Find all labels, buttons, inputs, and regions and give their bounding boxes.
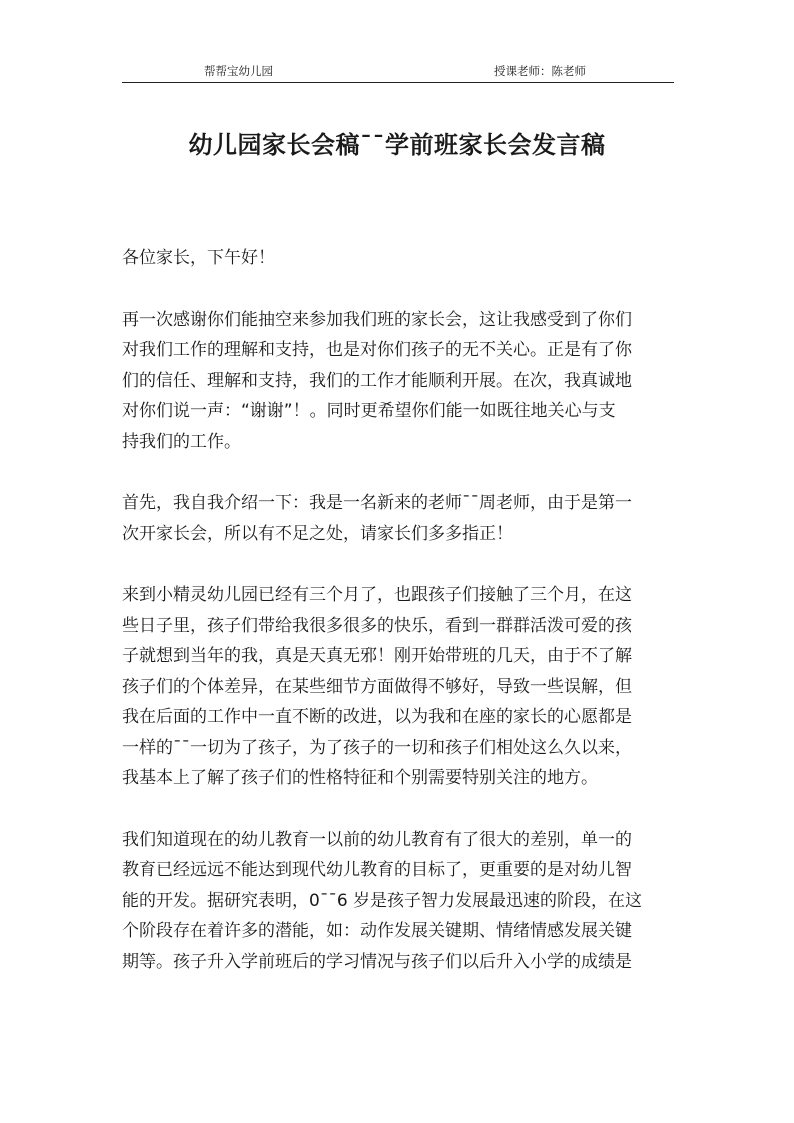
page-header	[122, 62, 674, 83]
text-line: 期等。孩子升入学前班后的学习情况与孩子们以后升入小学的成绩是	[122, 951, 632, 972]
text-line: 对我们工作的理解和支持，也是对你们孩子的无不关心。正是有了你	[122, 340, 632, 360]
school-name: 帮帮宝幼儿园	[204, 64, 273, 78]
paragraph-introduction	[122, 488, 674, 549]
text-line: 一样的¯¯一切为了孩子，为了孩子的一切和孩子们相处这么久以来，	[122, 737, 632, 758]
text-line: 次开家长会，所以有不足之处，请家长们多多指正！	[122, 523, 513, 544]
text-line: 再一次感谢你们能抽空来参加我们班的家长会，这让我感受到了你们	[122, 309, 632, 330]
text-line: 我基本上了解了孩子们的性格特征和个别需要特别关注的地方。	[122, 768, 598, 788]
paragraph-thanks	[122, 305, 674, 458]
text-line: 各位家长，下午好！	[122, 248, 275, 268]
text-line: 对你们说一声：“谢谢”！。同时更希望你们能一如既往地关心与支	[122, 401, 616, 421]
paragraph-education	[122, 825, 674, 978]
text-line: 能的开发。据研究表明，0¯¯6 岁是孩子智力发展最迅速的阶段，在这	[122, 890, 643, 911]
text-line: 来到小精灵幼儿园已经有三个月了，也跟孩子们接触了三个月，在这	[122, 585, 632, 605]
text-line: 教育已经远远不能达到现代幼儿教育的目标了，更重要的是对幼儿智	[122, 860, 632, 880]
document-title: 幼儿园家长会稿¯¯学前班家长会发言稿	[188, 131, 606, 159]
paragraph-experience	[122, 580, 674, 794]
teacher-name: 授课老师：陈老师	[494, 64, 586, 78]
text-line: 我们知道现在的幼儿教育一以前的幼儿教育有了很大的差别，单一的	[122, 829, 632, 850]
text-line: 持我们的工作。	[122, 431, 241, 452]
text-line: 子就想到当年的我，真是天真无邪！刚开始带班的几天，由于不了解	[122, 646, 632, 666]
text-line: 我在后面的工作中一直不断的改进，以为我和在座的家长的心愿都是	[122, 707, 632, 727]
text-line: 些日子里，孩子们带给我很多很多的快乐，看到一群群活泼可爱的孩	[122, 615, 632, 636]
paragraph-greeting	[122, 243, 674, 274]
text-line: 们的信任、理解和支持，我们的工作才能顺利开展。在次，我真诚地	[122, 370, 632, 391]
document-body	[122, 243, 674, 1008]
text-line: 个阶段存在着许多的潜能，如：动作发展关键期、情绪情感发展关键	[122, 921, 632, 941]
text-line: 首先，我自我介绍一下：我是一名新来的老师¯¯周老师，由于是第一	[122, 493, 632, 513]
text-line: 孩子们的个体差异，在某些细节方面做得不够好，导致一些误解，但	[122, 676, 632, 697]
